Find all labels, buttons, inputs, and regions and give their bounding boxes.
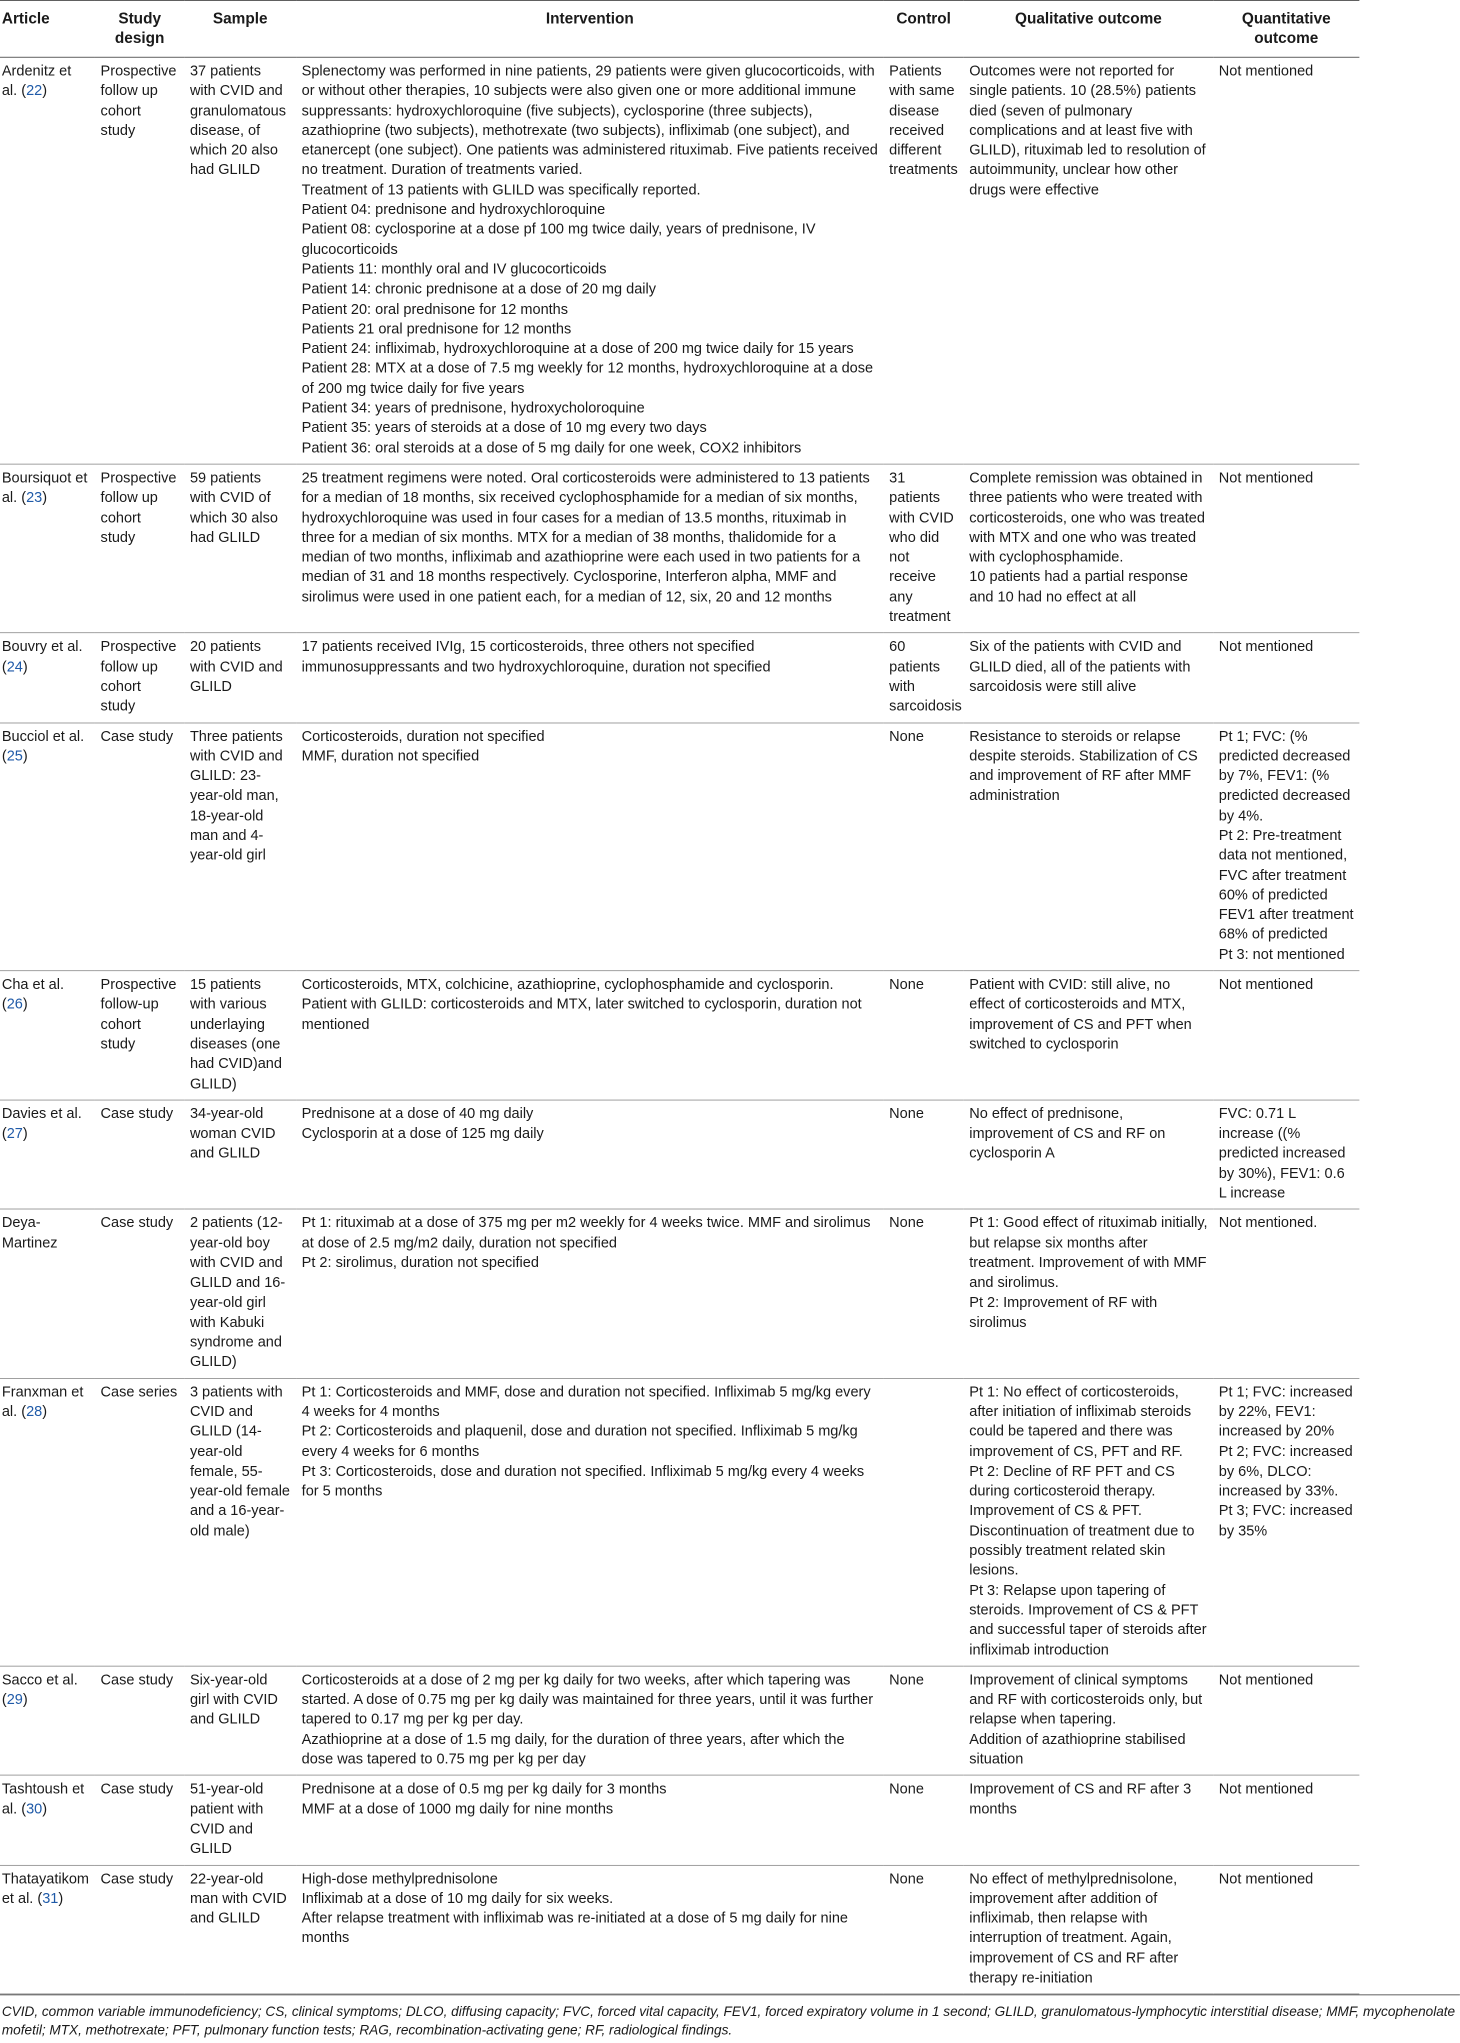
reference-link[interactable]: 28 [26,1404,43,1420]
quantitative-outcome-cell [1213,1666,1359,1775]
article-cell: Bucciol et al. (25) [0,723,95,971]
article-author: Franxman et al. [1,1384,84,1420]
reference-link[interactable]: 22 [26,83,43,99]
quantitative-line: Pt 1; FVC: increased by 22%, FEV1: increased by 20% [1218,1384,1353,1440]
intervention-line: Patients 11: monthly oral and IV glucocorticoids [301,261,607,278]
reference-link[interactable]: 25 [6,748,23,765]
intervention-line: Prednisone at a dose of 40 mg daily [301,1105,534,1122]
article-cell: Cha et al. (26) [0,971,95,1100]
quantitative-line: Not mentioned. [1218,1215,1318,1232]
quantitative-outcome-cell [1213,464,1359,633]
table-row [0,1775,1359,1865]
reference-link[interactable]: 26 [6,996,23,1013]
sample-cell: 34-year-old woman CVID and GLILD [184,1100,296,1209]
intervention-line: Patient 08: cyclosporine at a dose pf 100 mg twice daily, years of prednisone, IV glucocorticoids [301,221,816,258]
table-row [0,1378,1359,1666]
intervention-line: Patient 04: prednisone and hydroxychloroquine [301,202,606,218]
article-cell: Bouvry et al. (24) [0,633,95,723]
intervention-cell [296,1378,884,1666]
article-author: Boursiquot et al. [1,470,88,506]
sample-cell: 15 patients with various underlaying diseases (one had CVID)and GLILD) [184,971,296,1100]
intervention-line: Pt 1: rituximab at a dose of 375 mg per m2 weekly for 4 weeks twice. MMF and sirolimus at dose of 2.5 mg/m2 daily, duration not specified [301,1215,871,1252]
quantitative-line: Not mentioned [1218,470,1314,486]
control-cell: None [884,1865,964,1994]
quantitative-outcome-cell [1213,1865,1359,1994]
qualitative-outcome-cell [964,1865,1214,1994]
intervention-line: Patient 35: years of steroids at a dose of 10 mg every two days [301,420,707,437]
article-author: Bouvry et al. [1,639,83,655]
qualitative-line: Improvement of clinical symptoms and RF with corticosteroids only, but relapse when tapering. [969,1672,1203,1728]
study-design-cell: Prospective follow up cohort study [95,57,184,464]
qualitative-outcome-cell [964,464,1214,633]
intervention-line: 17 patients received IVIg, 15 corticosteroids, three others not specified immunosuppressants and two hydroxychloroquine, duration not specified [301,639,771,675]
intervention-line: Treatment of 13 patients with GLILD was specifically reported. [301,182,701,199]
table-row [0,633,1359,723]
qualitative-line: Six of the patients with CVID and GLILD died, all of the patients with sarcoidosis were still alive [969,639,1191,695]
header-intervention: Intervention [296,0,884,57]
article-author: Cha et al. [1,976,65,993]
article-author: Ardenitz et al. [1,63,72,99]
quantitative-line: Pt 1; FVC: (% predicted decreased by 7%, FEV1: (% predicted decreased by 4%. [1218,728,1351,824]
intervention-cell [296,1209,884,1378]
quantitative-outcome-cell [1213,1775,1359,1865]
control-cell: 31 patients with CVID who did not receive any treatment [884,464,964,633]
intervention-line: Pt 1: Corticosteroids and MMF, dose and duration not specified. Infliximab 5 mg/kg every 4 weeks for 4 months [301,1384,871,1420]
intervention-line: Splenectomy was performed in nine patients, 29 patients were given glucocorticoids, with or without other therapies, 10 subjects were also given one or more additional immune suppressants: hydroxychloroquine (five subjects), cyclosporine (three subjects), azathioprine (two subjects), methotrexate (two subjects), infliximab (one subject), and etanercept (one subject). One patients was administered rituximab. Five patients received no treatment. Duration of treatments varied. [301,63,878,179]
table-footnote: CVID, common variable immunodeficiency; CS, clinical symptoms; DLCO, diffusing capacity; FVC, forced vital capacity, FEV1, forced expiratory volume in 1 second; GLILD, granulomatous-lymphocytic interstitial disease; MMF, mycophenolate mofetil; MTX, methotrexate; PFT, pulmonary function tests; RAG, recombination-activating gene; RF, radiological findings. [0,1995,1460,2041]
qualitative-outcome-cell [964,1775,1214,1865]
header-quantitative-outcome: Quantitative outcome [1213,0,1359,57]
qualitative-line: Patient with CVID: still alive, no effect of corticosteroids and MTX, improvement of CS and PFT when switched to cyclosporin [969,976,1192,1053]
article-cell: Davies et al. (27) [0,1100,95,1209]
qualitative-outcome-cell [964,971,1214,1100]
table-row [0,1865,1359,1994]
article-author: Davies et al. [1,1105,82,1122]
intervention-cell [296,1666,884,1775]
reference-link[interactable]: 29 [6,1691,23,1708]
article-cell: Thatayatikom et al. (31) [0,1865,95,1994]
quantitative-line: Not mentioned [1218,1672,1314,1688]
intervention-cell [296,723,884,971]
qualitative-line: Pt 2: Improvement of RF with sirolimus [969,1294,1158,1331]
article-cell: Sacco et al. (29) [0,1666,95,1775]
study-design-cell: Prospective follow-up cohort study [95,971,184,1100]
control-cell: None [884,1100,964,1209]
qualitative-outcome-cell [964,57,1214,464]
intervention-line: Patient 34: years of prednisone, hydroxycholoroquine [301,400,645,417]
qualitative-line: No effect of prednisone, improvement of CS and RF on cyclosporin A [969,1105,1166,1162]
qualitative-outcome-cell [964,1209,1214,1378]
intervention-cell [296,1100,884,1209]
reference-link[interactable]: 24 [6,658,23,675]
intervention-line: Patients 21 oral prednisone for 12 months [301,321,572,337]
quantitative-line: Not mentioned [1218,63,1314,80]
table-header-row [0,0,1359,57]
header-article: Article [0,0,95,57]
table-row [0,1100,1359,1209]
sample-cell: 3 patients with CVID and GLILD (14-year-old female, 55-year-old female and a 16-year-old male) [184,1378,296,1666]
qualitative-line: Pt 1: Good effect of rituximab initially, but relapse six months after treatment. Improvement of with MMF and sirolimus. [969,1215,1208,1291]
intervention-cell [296,1865,884,1994]
qualitative-line: No effect of methylprednisolone, improvement after addition of infliximab, then relapse with interruption of treatment. Again, improvement of CS and RF after therapy re-initiation [969,1871,1179,1987]
reference-link[interactable]: 23 [26,489,43,506]
intervention-line: Infliximab at a dose of 10 mg daily for six weeks. [301,1890,614,1907]
study-design-cell: Prospective follow up cohort study [95,633,184,723]
table-row [0,57,1359,464]
qualitative-line: Pt 3: Relapse upon tapering of steroids. Improvement of CS & PFT and successful taper of steroids after infliximab introduction [969,1582,1207,1658]
intervention-line: High-dose methylprednisolone [301,1871,498,1887]
article-author: Sacco et al. [1,1672,78,1688]
quantitative-line: Pt 3: not mentioned [1218,946,1345,963]
header-qualitative-outcome: Qualitative outcome [964,0,1214,57]
intervention-line: 25 treatment regimens were noted. Oral corticosteroids were administered to 13 patients for a median of 18 months, six received cyclophosphamide for a median of six months, hydroxychloroquine was used in four cases for a median of 13.5 months, rituximab in three for a median of six months. MTX for a median of 38 months, thalidomide for a median of two months, infliximab and azathioprine were each used in two patients for a median of 31 and 18 months respectively. Cyclosporine, Interferon alpha, MMF and sirolimus were used in one patient each, for a median of 12, six, 20 and 12 months [301,470,870,605]
control-cell: None [884,971,964,1100]
sample-cell: 37 patients with CVID and granulomatous disease, of which 20 also had GLILD [184,57,296,464]
quantitative-outcome-cell [1213,1100,1359,1209]
intervention-line: Patient 14: chronic prednisone at a dose of 20 mg daily [301,281,657,298]
study-design-cell: Prospective follow up cohort study [95,464,184,633]
table-row [0,723,1359,971]
intervention-line: Pt 3: Corticosteroids, dose and duration not specified. Infliximab 5 mg/kg every 4 weeks for 5 months [301,1463,865,1500]
control-cell: None [884,1775,964,1865]
intervention-line: Cyclosporin at a dose of 125 mg daily [301,1125,544,1142]
intervention-line: Corticosteroids, duration not specified [301,728,545,745]
intervention-line: Prednisone at a dose of 0.5 mg per kg daily for 3 months [301,1781,667,1798]
quantitative-line: Not mentioned [1218,639,1314,655]
study-design-cell: Case study [95,1100,184,1209]
intervention-cell [296,633,884,723]
qualitative-outcome-cell [964,633,1214,723]
sample-cell: Six-year-old girl with CVID and GLILD [184,1666,296,1775]
article-cell [0,1209,95,1378]
quantitative-outcome-cell [1213,723,1359,971]
intervention-line: MMF at a dose of 1000 mg daily for nine months [301,1801,614,1818]
quantitative-outcome-cell [1213,57,1359,464]
qualitative-line: Outcomes were not reported for single patients. 10 (28.5%) patients died (seven of pulmonary complications and at least five with GLILD), rituximab led to resolution of autoimmunity, unclear how other drugs were effective [969,63,1206,199]
intervention-cell [296,464,884,633]
control-cell: 60 patients with sarcoidosis [884,633,964,723]
qualitative-line: Pt 2: Decline of RF PFT and CS during corticosteroid therapy. Improvement of CS & PFT. Discontinuation of treatment due to possibly treatment related skin lesions. [969,1463,1195,1579]
intervention-line: Patient 24: infliximab, hydroxychloroquine at a dose of 200 mg twice daily for 15 years [301,340,854,357]
qualitative-outcome-cell [964,1378,1214,1666]
article-cell: Tashtoush et al. (30) [0,1775,95,1865]
control-cell: None [884,1666,964,1775]
intervention-line: Corticosteroids at a dose of 2 mg per kg daily for two weeks, after which tapering was started. A dose of 0.75 mg per kg daily was maintained for three years, until it was further tapered to 0.17 mg per kg per day. [301,1672,874,1728]
intervention-cell [296,1775,884,1865]
control-cell: None [884,723,964,971]
header-control: Control [884,0,964,57]
qualitative-line: Complete remission was obtained in three patients who were treated with corticosteroids, one who was treated with MTX and one who was treated with cyclophosphamide. [969,470,1205,566]
study-design-cell: Case study [95,723,184,971]
intervention-cell [296,971,884,1100]
article-author: Thatayatikom et al. [1,1871,90,1907]
header-sample: Sample [184,0,296,57]
qualitative-outcome-cell [964,1666,1214,1775]
article-cell: Boursiquot et al. (23) [0,464,95,633]
study-design-cell: Case study [95,1209,184,1378]
article-cell: Franxman et al. (28) [0,1378,95,1666]
table-row [0,464,1359,633]
quantitative-outcome-cell [1213,633,1359,723]
quantitative-outcome-cell [1213,1378,1359,1666]
quantitative-outcome-cell [1213,971,1359,1100]
study-design-cell: Case series [95,1378,184,1666]
header-study-design: Study design [95,0,184,57]
sample-cell: 20 patients with CVID and GLILD [184,633,296,723]
study-design-cell: Case study [95,1666,184,1775]
intervention-line: Patient 36: oral steroids at a dose of 5 mg daily for one week, COX2 inhibitors [301,440,802,456]
table-row [0,1209,1359,1378]
table-row [0,971,1359,1100]
intervention-cell [296,57,884,464]
sample-cell: 22-year-old man with CVID and GLILD [184,1865,296,1994]
reference-link[interactable]: 30 [26,1801,43,1818]
reference-link[interactable]: 31 [42,1890,59,1907]
sample-cell: 51-year-old patient with CVID and GLILD [184,1775,296,1865]
quantitative-line: Not mentioned [1218,976,1314,993]
intervention-line: Patient 20: oral prednisone for 12 months [301,301,569,318]
table-body [0,57,1359,1994]
article-author: Tashtoush et al. [1,1781,85,1818]
intervention-line: Pt 2: sirolimus, duration not specified [301,1255,539,1271]
intervention-line: Corticosteroids, MTX, colchicine, azathioprine, cyclophosphamide and cyclosporin. [301,976,834,993]
article-cell: Ardenitz et al. (22) [0,57,95,464]
intervention-line: Azathioprine at a dose of 1.5 mg daily, for the duration of three years, after which the dose was tapered to 0.75 mg per kg per day [301,1731,845,1768]
qualitative-outcome-cell [964,723,1214,971]
intervention-line: Patient with GLILD: corticosteroids and MTX, later switched to cyclosporin, duration not mentioned [301,996,862,1033]
qualitative-outcome-cell [964,1100,1214,1209]
study-design-cell: Case study [95,1775,184,1865]
quantitative-line: Pt 2: Pre-treatment data not mentioned, FVC after treatment 60% of predicted FEV1 after treatment 68% of predicted [1218,827,1354,943]
quantitative-line: Pt 2; FVC: increased by 6%, DLCO: increased by 33%. [1218,1443,1353,1500]
quantitative-line: Not mentioned [1218,1871,1314,1887]
intervention-line: Pt 2: Corticosteroids and plaquenil, dose and duration not specified. Infliximab 5 mg/kg every 4 weeks for 6 months [301,1423,858,1460]
quantitative-outcome-cell [1213,1209,1359,1378]
qualitative-line: Pt 1: No effect of corticosteroids, after initiation of infliximab steroids could be tapered and there was improvement of CS, PFT and RF. [969,1384,1192,1460]
control-cell: None [884,1209,964,1378]
qualitative-line: Improvement of CS and RF after 3 months [969,1781,1192,1818]
qualitative-line: 10 patients had a partial response and 10 had no effect at all [969,569,1189,605]
control-cell [884,1378,964,1666]
sample-cell: 59 patients with CVID of which 30 also had GLILD [184,464,296,633]
article-author: Bucciol et al. [1,728,85,745]
intervention-line: After relapse treatment with infliximab was re-initiated at a dose of 5 mg daily for nine months [301,1910,849,1947]
reference-link[interactable]: 27 [6,1125,23,1142]
qualitative-line: Resistance to steroids or relapse despite steroids. Stabilization of CS and improvement of RF after MMF administration [969,728,1198,804]
intervention-line: MMF, duration not specified [301,748,480,765]
table-row [0,1666,1359,1775]
sample-cell: Three patients with CVID and GLILD: 23-year-old man, 18-year-old man and 4-year-old girl [184,723,296,971]
sample-cell: 2 patients (12-year-old boy with CVID and GLILD and 16-year-old girl with Kabuki syndrome and GLILD) [184,1209,296,1378]
intervention-line: Patient 28: MTX at a dose of 7.5 mg weekly for 12 months, hydroxychloroquine at a dose of 200 mg twice daily for five years [301,360,874,397]
quantitative-line: Pt 3; FVC: increased by 35% [1218,1503,1353,1539]
qualitative-line: Addition of azathioprine stabilised situation [969,1731,1186,1768]
quantitative-line: Not mentioned [1218,1781,1314,1798]
article-author: Deya-Martinez [1,1215,58,1252]
quantitative-line: FVC: 0.71 L increase ((% predicted increased by 30%), FEV1: 0.6 L increase [1218,1105,1346,1202]
control-cell: Patients with same disease received different treatments [884,57,964,464]
study-design-cell: Case study [95,1865,184,1994]
